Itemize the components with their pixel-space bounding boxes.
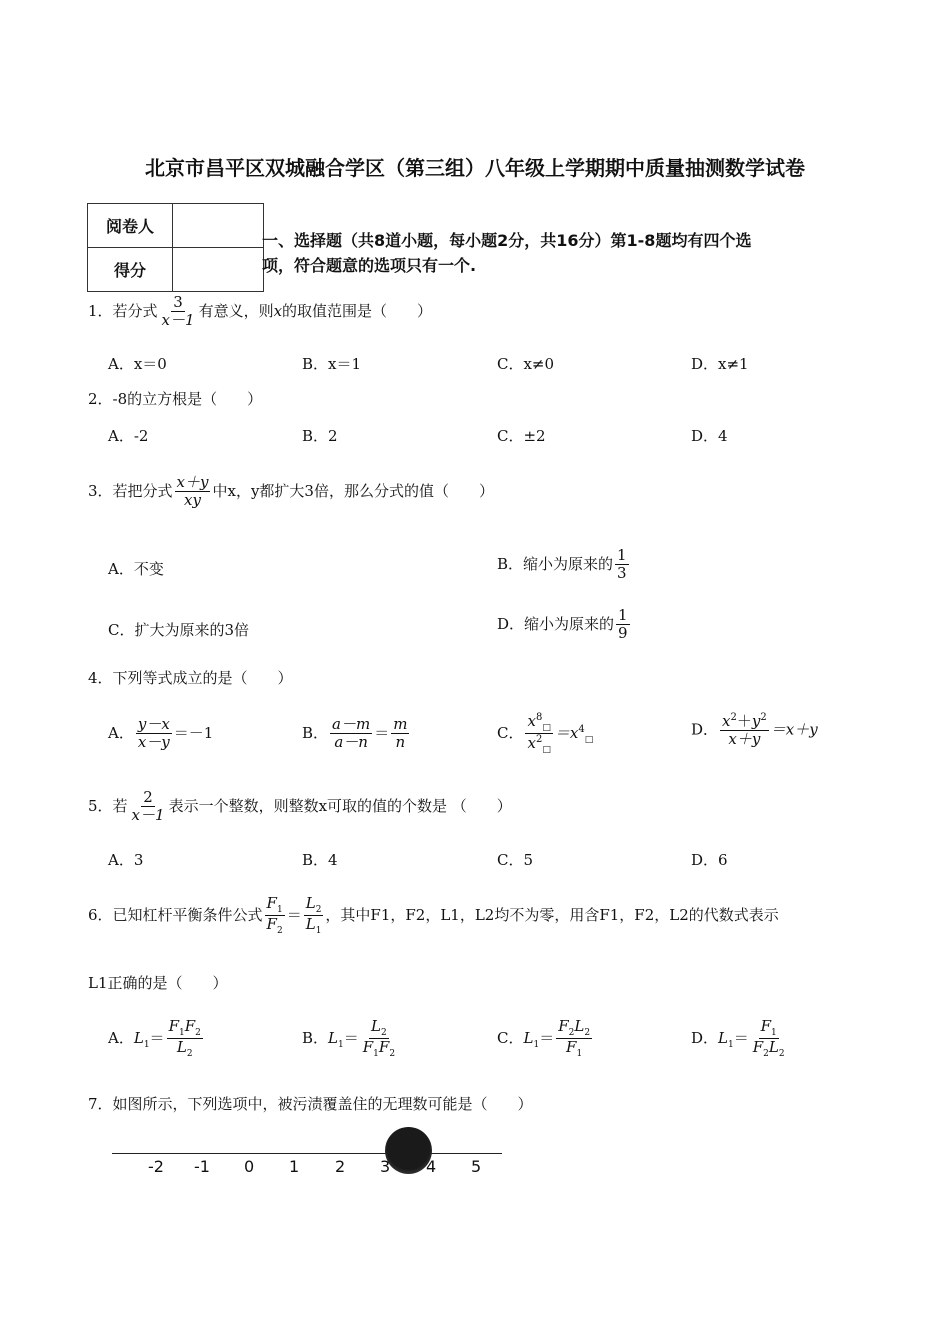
section-heading-line2: 项，符合题意的选项只有一个. <box>262 256 477 275</box>
q2-option-b[interactable]: B．2 <box>302 427 338 445</box>
reviewer-box[interactable] <box>173 204 264 248</box>
question-3: 3．若把分式 $\frac{x+y}{xy}$ 中x，y都扩大3倍，那么分式的值（ ） <box>88 473 494 510</box>
question-2: 2．-8的立方根是（ ） <box>88 390 263 408</box>
page-title: 北京市昌平区双城融合学区（第三组）八年级上学期期中质量抽测数学试卷 <box>145 156 805 180</box>
q1-option-c[interactable]: C．x≠0 <box>497 355 555 373</box>
number-line <box>112 1153 502 1154</box>
tick-label: 5 <box>471 1157 482 1176</box>
q4-option-c[interactable]: C． $\frac{x^8_□}{x^2_□}$ $=x^4_□$ <box>497 712 594 756</box>
q3-option-c[interactable]: C．扩大为原来的3倍 <box>108 621 250 639</box>
q6-option-d[interactable]: D．$L_1=$ $\frac{F_1}{F_2L_2}$ <box>691 1017 785 1060</box>
tick-label: -2 <box>148 1157 164 1176</box>
question-6: 6．已知杠杆平衡条件公式 $\frac{F_1}{F_2}$ ＝ $\frac{L_2}{L_1}$ ，其中F1，F2，L1，L2均不为零，用含F1，F2，L2的代数式表示 <box>88 894 779 937</box>
q1-option-b[interactable]: B．x＝1 <box>302 355 362 373</box>
tick-label: 2 <box>335 1157 346 1176</box>
q4-option-a[interactable]: A． $\frac{y-x}{x-y}$ ＝－1 <box>108 715 214 752</box>
score-box[interactable] <box>173 248 264 292</box>
q3-option-b[interactable]: B．缩小为原来的 $\frac{1}{3}$ <box>497 546 627 583</box>
q6-option-b[interactable]: B．$L_1=$ $\frac{L_2}{F_1F_2}$ <box>302 1017 396 1060</box>
tick-label: 3 <box>380 1157 391 1176</box>
q1-option-a[interactable]: A．x＝0 <box>108 355 167 373</box>
question-5: 5．若 $\frac{2}{x-1}$ 表示一个整数，则整数x可取的值的个数是 （ ） <box>88 788 512 825</box>
q4-option-d[interactable]: D． $\frac{x^2+y^2}{x+y}$ ＝x＋y <box>691 712 818 749</box>
q5-option-c[interactable]: C．5 <box>497 851 534 869</box>
q5-option-a[interactable]: A．3 <box>108 851 144 869</box>
score-label: 得分 <box>88 248 173 292</box>
q2-option-a[interactable]: A．-2 <box>108 427 149 445</box>
ink-blot <box>385 1127 432 1174</box>
section-heading-line1: 一、选择题（共8道小题，每小题2分，共16分）第1-8题均有四个选 <box>262 231 752 250</box>
question-4: 4．下列等式成立的是（ ） <box>88 669 293 687</box>
q1-option-d[interactable]: D．x≠1 <box>691 355 749 373</box>
q3-option-a[interactable]: A．不变 <box>108 560 164 578</box>
tick-label: 4 <box>426 1157 437 1176</box>
question-7: 7．如图所示，下列选项中，被污渍覆盖住的无理数可能是（ ） <box>88 1095 533 1113</box>
q2-option-c[interactable]: C．±2 <box>497 427 546 445</box>
question-1: 1．若分式 $\frac{3}{x-1}$ 有意义，则x的取值范围是（ ） <box>88 293 433 330</box>
tick-label: -1 <box>194 1157 210 1176</box>
q2-option-d[interactable]: D．4 <box>691 427 728 445</box>
q3-option-d[interactable]: D．缩小为原来的 $\frac{1}{9}$ <box>497 606 628 643</box>
reviewer-label: 阅卷人 <box>88 204 173 248</box>
q5-option-b[interactable]: B．4 <box>302 851 338 869</box>
score-table <box>87 203 264 292</box>
tick-label: 1 <box>289 1157 300 1176</box>
q6-option-a[interactable]: A．$L_1=$ $\frac{F_1F_2}{L_2}$ <box>108 1017 201 1060</box>
q6-option-c[interactable]: C．$L_1=$ $\frac{F_2L_2}{F_1}$ <box>497 1017 591 1060</box>
q5-option-d[interactable]: D．6 <box>691 851 728 869</box>
q4-option-b[interactable]: B． $\frac{a-m}{a-n}$ ＝ $\frac{m}{n}$ <box>302 715 408 752</box>
tick-label: 0 <box>244 1157 255 1176</box>
question-6-line2: L1正确的是（ ） <box>88 974 228 992</box>
